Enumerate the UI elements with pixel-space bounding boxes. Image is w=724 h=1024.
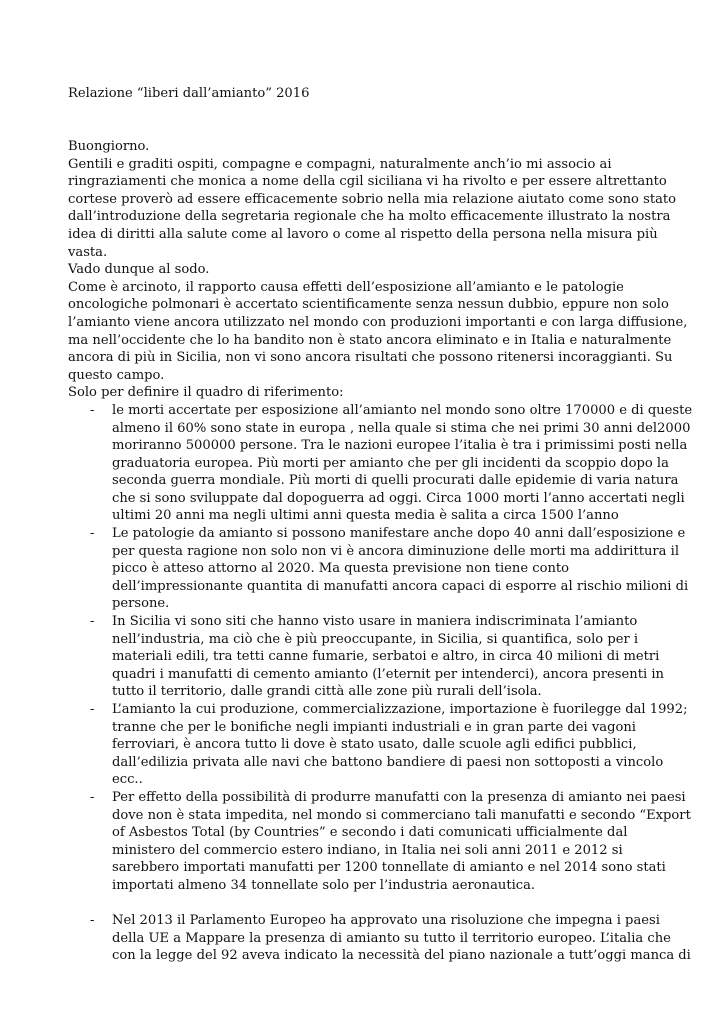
bullet-dash: - (90, 402, 95, 418)
text-line: idea di diritti alla salute come al lavoro o come al rispetto della persona nella misura più (68, 226, 658, 242)
text-line: tutto il territorio, dalle grandi città alle zone più rurali dell’isola. (112, 684, 542, 700)
text-line: importati almeno 34 tonnellate solo per l’industria aeronautica. (112, 877, 536, 893)
bullet-dash: - (90, 614, 95, 630)
bullet-list (68, 402, 693, 965)
bullet-dash: - (90, 789, 95, 805)
text-line: ringraziamenti che monica a nome della cgil siciliana vi ha rivolto e per essere altrettanto (68, 174, 667, 190)
text-line: dove non è stata impedita, nel mondo si commerciano tali manufatti e secondo “Export (112, 807, 691, 823)
bullet-dash: - (90, 526, 95, 542)
text-line: moriranno 500000 persone. Tra le nazioni europee l’italia è tra i primissimi posti nella (112, 438, 688, 454)
blank-line (68, 895, 668, 913)
transition-paragraph (68, 261, 668, 279)
text-line: L’amianto la cui produzione, commercializzazione, importazione è fuorilegge dal 1992; (112, 702, 688, 717)
text-line: Come è arcinoto, il rapporto causa effetti dell’esposizione all’amianto e le patologie (68, 279, 624, 295)
bullet-item (68, 701, 688, 789)
greeting (68, 138, 668, 156)
text-line: almeno il 60% sono state in europa , nella quale si stima che nei primi 30 anni del2000 (112, 420, 691, 436)
context-paragraph (68, 279, 688, 385)
text-line: materiali edili, tra tetti canne fumarie, serbatoi e altro, in circa 40 milioni di metri (112, 649, 660, 665)
text-line: In Sicilia vi sono siti che hanno visto usare in maniera indiscriminata l’amianto (112, 614, 638, 630)
text-line: ultimi 20 anni ma negli ultimi anni questa media è salita a circa 1500 l’anno (112, 508, 619, 524)
text-line: persone. (112, 596, 170, 612)
text-line: quadri i manufatti di cemento amianto (l’eternit per intenderci), ancora presenti in (112, 666, 664, 682)
text-line: tranne che per le bonifiche negli impianti industriali e in gran parte dei vagoni (112, 719, 636, 735)
text-line: ancora di più in Sicilia, non vi sono ancora risultati che possono ritenersi incoraggianti. Su (68, 350, 673, 366)
text-line: of Asbestos Total (by Countries” e secondo i dati comunicati ufficialmente dal (112, 825, 628, 841)
text-line: ministero del commercio estero indiano, in Italia nei soli anni 2011 e 2012 si (112, 842, 623, 858)
bullet-item (68, 613, 668, 701)
text-line: Solo per definire il quadro di riferimento: (68, 385, 344, 401)
text-line: ma nell’occidente che lo ha bandito non è stato ancora eliminato e in Italia e naturalmente (68, 332, 672, 348)
bullet-dash: - (90, 702, 95, 717)
text-line: dall’introduzione della segretaria regionale che ha molto efficacemente illustrato la nostra (68, 209, 671, 225)
text-line: l’amianto viene ancora utilizzato nel mondo con produzioni importanti e con larga diffusione, (68, 314, 688, 330)
text-line: Vado dunque al sodo. (68, 262, 210, 278)
text-line: cortese proverò ad essere efficacemente sobrio nella mia relazione aiutato come sono stato (68, 191, 677, 207)
document-body (68, 138, 693, 965)
intro-paragraph (68, 156, 677, 262)
text-line: vasta. (68, 244, 108, 260)
bullet-item (68, 912, 691, 965)
greeting-line: Buongiorno. (68, 139, 150, 154)
document-title: Relazione “liberi dall’amianto” 2016 (68, 86, 310, 101)
text-line: le morti accertate per esposizione all’amianto nel mondo sono oltre 170000 e di queste (112, 402, 693, 418)
text-line: ferroviari, è ancora tutto li dove è stato usato, dalle scuole agli edifici pubblici, (112, 737, 637, 753)
bullet-dash: - (90, 913, 95, 929)
text-line: Gentili e graditi ospiti, compagne e compagni, naturalmente anch’io mi associo ai (68, 156, 612, 172)
framework-intro (68, 384, 668, 402)
text-line: nell’industria, ma ciò che è più preoccupante, in Sicilia, si quantifica, solo per i (112, 631, 639, 647)
bullet-item (68, 402, 693, 525)
text-line: della UE a Mappare la presenza di amianto su tutto il territorio europeo. L’italia che (112, 930, 671, 946)
text-line: sarebbero importati manufatti per 1200 tonnellate di amianto e nel 2014 sono stati (112, 860, 666, 876)
text-line: con la legge del 92 aveva indicato la necessità del piano nazionale a tutt’oggi manca di (112, 948, 691, 964)
text-line: per questa ragione non solo non vi è ancora diminuzione delle morti ma addirittura il (112, 543, 680, 559)
text-line: dall’edilizia privata alle navi che battono bandiere di paesi non sottoposti a vincolo (112, 754, 664, 770)
text-line: questo campo. (68, 367, 165, 383)
text-line: graduatoria europea. Più morti per amianto che per gli incidenti da scoppio dopo la (112, 455, 669, 471)
text-line: Nel 2013 il Parlamento Europeo ha approvato una risoluzione che impegna i paesi (112, 913, 660, 929)
text-line: che si sono sviluppate dal dopoguerra ad oggi. Circa 1000 morti l’anno accertati negli (112, 490, 685, 506)
text-line: oncologiche polmonari è accertato scientificamente senza nessun dubbio, eppure non solo (68, 297, 669, 313)
text-line: Per effetto della possibilità di produrre manufatti con la presenza di amianto nei paesi (112, 789, 686, 805)
bullet-item (68, 789, 691, 895)
text-line: ecc.. (112, 772, 143, 788)
text-line: dell’impressionante quantita di manufatti ancora capaci di esporre al rischio milioni di (112, 578, 689, 594)
text-line: Le patologie da amianto si possono manifestare anche dopo 40 anni dall’esposizione e (112, 526, 686, 542)
bullet-item (68, 525, 689, 613)
text-line: seconda guerra mondiale. Più morti di quelli procurati dalle epidemie di varia natura (112, 473, 679, 489)
text-line: picco è atteso attorno al 2020. Ma questa previsione non tiene conto (112, 561, 570, 577)
